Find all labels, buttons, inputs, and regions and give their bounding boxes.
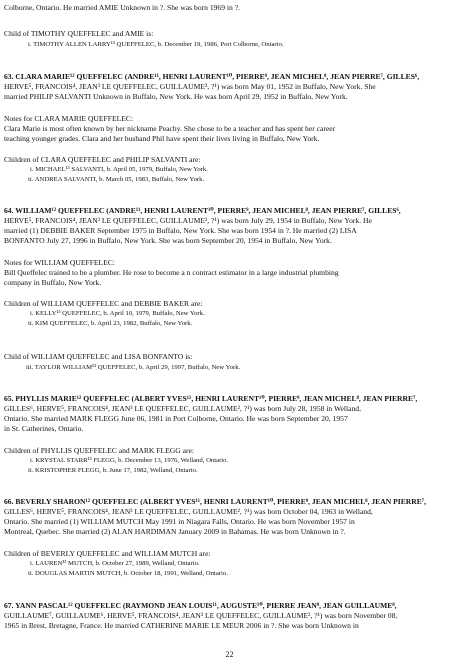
page-number: 22 [225,650,234,659]
text-line: Child of TIMOTHY QUEFFELEC and AMIE is: [4,29,154,38]
text-line: Ontario. She married (1) WILLIAM MUTCH May 1991 in Niagara Falls, Ontario. He was born November 1957 in [4,517,355,526]
text-line: HERVE⁵, FRANCOIS⁴, JEAN³ LE QUEFFELEC, GUILLAUME², ?¹) was born May 01, 1952 in Buffalo, New York. She [4,82,376,91]
text-line: Children of BEVERLY QUEFFELEC and WILLIAM MUTCH are: [4,549,211,558]
text-line: i. KELLY¹³ QUEFFELEC, b. April 10, 1979, Buffalo, New York. [30,310,205,317]
text-line: Bill Queffelec trained to be a plumber. He rose to become a n contract estimator in a large industrial plumbing [4,268,339,277]
text-line: ii. ANDREA SALVANTI, b. March 05, 1983, Buffalo, New York. [28,176,205,183]
text-line: 63. CLARA MARIE¹² QUEFFELEC (ANDRE¹¹, HENRI LAURENT¹⁰, PIERRE⁹, JEAN MICHEL⁸, JEAN PIERRE⁷, GILLES⁶, [4,72,420,81]
text-line: 1965 in Brest, Bretagne, France. He married CATHERINE MARIE LE MEUR 2006 in ?. She was born Unknown in [4,621,359,630]
text-line: married (1) DEBBIE BAKER September 1975 in Buffalo, New York. She was born 1954 in ?. He married (2) LISA [4,226,357,235]
text-line: Children of WILLIAM QUEFFELEC and DEBBIE BAKER are: [4,299,203,308]
text-line: Notes for CLARA MARIE QUEFFELEC: [4,114,134,123]
text-line: 64. WILLIAM¹² QUEFFELEC (ANDRE¹¹, HENRI LAURENT¹⁰, PIERRE⁹, JEAN MICHEL⁸, JEAN PIERRE⁷, GILLES⁶, [4,206,401,215]
text-line: teaching younger grades. Clara and her husband Phil have spent their lives living in Buffalo, New York. [4,134,320,143]
text-line: Colborne, Ontario. He married AMIE Unknown in ?. She was born 1969 in ?. [4,3,240,12]
text-line: i. KRYSTAL STARR¹³ FLEGG, b. December 13, 1976, Welland, Ontario. [30,457,229,464]
text-line: GUILLAUME⁷, GUILLAUME⁶, HERVE⁵, FRANCOIS⁴, JEAN³ LE QUEFFELEC, GUILLAUME², ?¹) was born November 08, [4,611,398,620]
text-line: 67. YANN PASCAL¹² QUEFFELEC (RAYMOND JEAN LOUIS¹¹, AUGUSTE¹⁰, PIERRE JEAN⁹, JEAN GUILLAUME⁸, [4,601,397,610]
text-line: Notes for WILLIAM QUEFFELEC: [4,258,116,267]
text-line: i. TIMOTHY ALLEN LARRY¹³ QUEFFELEC, b. December 19, 1986, Port Colborne, Ontario. [28,41,284,48]
text-line: Clara Marie is most often known by her nickname Peachy. She chose to be a teacher and has spent her career [4,124,336,133]
text-line: ii. KIM QUEFFELEC, b. April 23, 1982, Buffalo, New York. [28,320,193,327]
text-line: 65. PHYLLIS MARIE¹² QUEFFELEC (ALBERT YVES¹¹, HENRI LAURENT¹⁰, PIERRE⁹, JEAN MICHEL⁸, JEAN PIERRE⁷, [4,394,418,403]
text-line: HERVE⁵, FRANCOIS⁴, JEAN³ LE QUEFFELEC, GUILLAUME², ?¹) was born July 29, 1954 in Buffalo, New York. He [4,216,372,225]
text-line: GILLES⁶, HERVE⁵, FRANCOIS⁴, JEAN³ LE QUEFFELEC, GUILLAUME², ?¹) was born October 04, 1963 in Welland, [4,507,373,516]
text-line: iii. TAYLOR WILLIAM¹³ QUEFFELEC, b. April 29, 1997, Buffalo, New York. [26,364,241,371]
text-line: 66. BEVERLY SHARON¹² QUEFFELEC (ALBERT YVES¹¹, HENRI LAURENT¹⁰, PIERRE⁹, JEAN MICHEL⁸, JEAN PIERRE⁷, [4,497,426,506]
text-line: GILLES⁶, HERVE⁵, FRANCOIS⁴, JEAN³ LE QUEFFELEC, GUILLAUME², ?¹) was born July 28, 1958 in Welland, [4,404,362,413]
text-line: BONFANTO July 27, 1996 in Buffalo, New York. She was born September 20, 1954 in Buffalo, New York. [4,236,332,245]
text-line: Children of CLARA QUEFFELEC and PHILIP SALVANTI are: [4,155,201,164]
text-line: married PHILIP SALVANTI Unknown in Buffalo, New York. He was born April 29, 1952 in Buffalo, New York. [4,92,348,101]
text-line: i. MICHAEL¹³ SALVANTI, b. April 05, 1979, Buffalo, New York. [30,166,208,173]
text-line: ii. DOUGLAS MARTIN MUTCH, b. October 18, 1991, Welland, Ontario. [28,570,228,577]
text-line: Children of PHYLLIS QUEFFELEC and MARK FLEGG are: [4,446,195,455]
text-line: i. LAUREN¹³ MUTCH, b. October 27, 1989, Welland, Ontario. [30,560,200,567]
text-line: Montreal, Quebec. She married (2) ALAN HARDIMAN January 2009 in Bahamas. He was born Unknown in ?. [4,527,346,536]
text-line: Child of WILLIAM QUEFFELEC and LISA BONFANTO is: [4,352,193,361]
text-line: Ontario. She married MARK FLEGG June 06, 1981 in Port Colborne, Ontario. He was born September 20, 1957 [4,414,348,423]
text-line: company in Buffalo, New York. [4,278,102,287]
text-line: ii. KRISTOPHER FLEGG, b. June 17, 1982, Welland, Ontario. [28,467,198,474]
text-line: in St. Catherines, Ontario. [4,424,84,433]
